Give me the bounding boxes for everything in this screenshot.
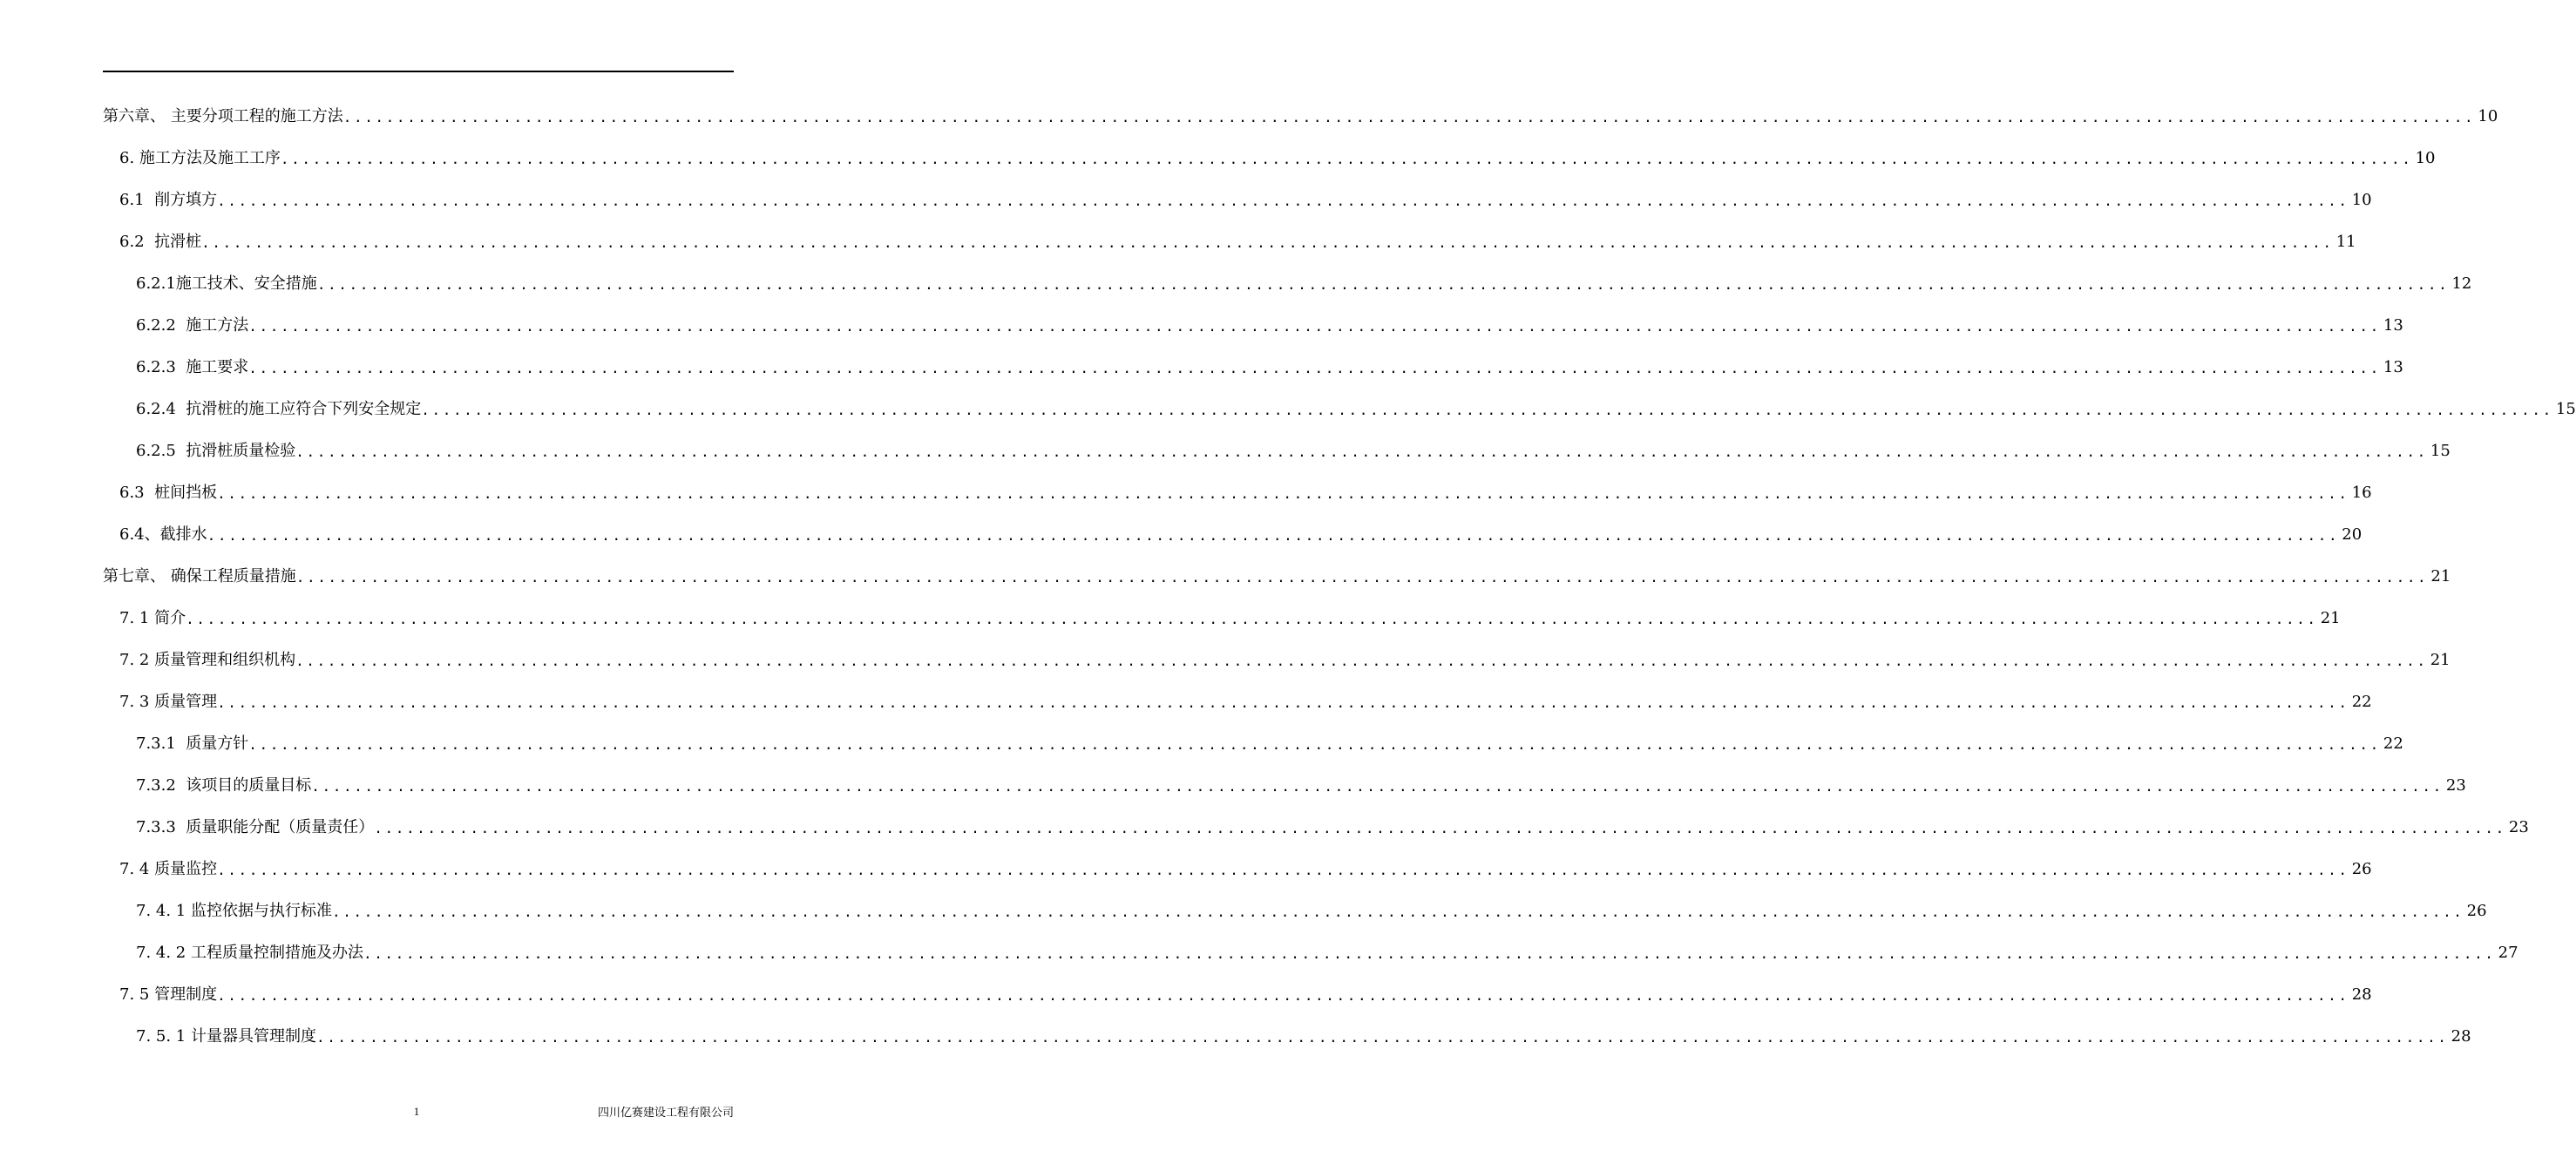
toc-dot-leader: ........................................................................................................................................................................................................ [315, 1029, 2449, 1046]
toc-entry-title: 6.2.4 抗滑桩的施工应符合下列安全规定 [136, 400, 422, 418]
toc-dot-leader: ........................................................................................................................................................................................................ [248, 360, 2381, 376]
toc-entry-title: 6.2.5 抗滑桩质量检验 [136, 442, 296, 460]
toc-entry-page-number: 13 [2383, 358, 2403, 376]
toc-entry-title: 7. 3 质量管理 [119, 693, 218, 711]
toc-entry-title: 6.4、截排水 [119, 525, 207, 544]
toc-entry[interactable] [0, 96, 2498, 138]
toc-entry[interactable] [0, 430, 2451, 472]
toc-dot-leader: ........................................................................................................................................................................................................ [186, 611, 2318, 627]
toc-dot-leader: ........................................................................................................................................................................................................ [217, 485, 2349, 502]
toc-entry-title: 7. 4. 2 工程质量控制措施及办法 [136, 944, 363, 962]
toc-dot-leader: ........................................................................................................................................................................................................ [217, 987, 2349, 1004]
toc-entry-page-number: 16 [2351, 484, 2372, 502]
toc-entry-page-number: 28 [2451, 1027, 2471, 1046]
toc-entry[interactable] [0, 974, 2372, 1016]
toc-entry-page-number: 15 [2555, 400, 2576, 418]
toc-entry-page-number: 20 [2342, 525, 2362, 544]
toc-entry-title: 7.3.3 质量职能分配（质量责任） [136, 818, 375, 836]
toc-entry-title: 6.1 削方填方 [119, 191, 218, 209]
toc-entry-title: 7. 5. 1 计量器具管理制度 [136, 1027, 316, 1046]
toc-entry-page-number: 22 [2383, 734, 2403, 753]
toc-entry-page-number: 28 [2351, 985, 2372, 1004]
toc-dot-leader: ........................................................................................................................................................................................................ [421, 402, 2553, 418]
toc-entry-page-number: 21 [2320, 609, 2341, 627]
toc-entry[interactable] [0, 723, 2403, 765]
toc-entry[interactable] [0, 221, 2356, 263]
toc-dot-leader: ........................................................................................................................................................................................................ [248, 736, 2381, 753]
toc-entry[interactable] [0, 472, 2372, 514]
header-rule [103, 71, 734, 72]
toc-entry[interactable] [0, 765, 2466, 807]
toc-dot-leader: ........................................................................................................................................................................................................ [331, 904, 2464, 920]
toc-entry-page-number: 10 [2415, 149, 2436, 167]
footer-page-number: 1 [413, 1105, 420, 1118]
toc-entry-page-number: 10 [2351, 191, 2372, 209]
toc-dot-leader: ........................................................................................................................................................................................................ [295, 653, 2428, 669]
toc-entry-page-number: 21 [2430, 651, 2451, 669]
toc-entry[interactable] [0, 807, 2529, 849]
toc-entry[interactable] [0, 347, 2403, 389]
toc-entry[interactable] [0, 932, 2518, 974]
toc-entry[interactable] [0, 890, 2487, 932]
toc-dot-leader: ........................................................................................................................................................................................................ [374, 820, 2506, 836]
toc-entry-title: 6.2.2 施工方法 [136, 316, 249, 335]
toc-entry[interactable] [0, 849, 2372, 890]
toc-dot-leader: ........................................................................................................................................................................................................ [217, 694, 2349, 711]
toc-entry-title: 7.3.2 该项目的质量目标 [136, 776, 312, 795]
toc-entry-page-number: 23 [2508, 818, 2529, 836]
toc-dot-leader: ........................................................................................................................................................................................................ [316, 276, 2450, 293]
toc-entry[interactable] [0, 1016, 2471, 1058]
toc-entry-title: 6.2.3 施工要求 [136, 358, 249, 376]
toc-entry-page-number: 26 [2466, 902, 2487, 920]
toc-dot-leader: ........................................................................................................................................................................................................ [217, 862, 2349, 878]
toc-entry-page-number: 22 [2351, 693, 2372, 711]
toc-dot-leader: ........................................................................................................................................................................................................ [363, 945, 2496, 962]
toc-entry-title: 7.3.1 质量方针 [136, 734, 249, 753]
toc-dot-leader: ........................................................................................................................................................................................................ [217, 193, 2349, 209]
toc-entry-title: 6.2 抗滑桩 [119, 233, 202, 251]
toc-entry[interactable] [0, 305, 2403, 347]
toc-entry-page-number: 26 [2351, 860, 2372, 878]
toc-entry-page-number: 13 [2383, 316, 2403, 335]
toc-entry-title: 6. 施工方法及施工工序 [119, 149, 281, 167]
toc-entry[interactable] [0, 681, 2372, 723]
toc-entry[interactable] [0, 179, 2372, 221]
toc-dot-leader: ........................................................................................................................................................................................................ [295, 569, 2429, 586]
toc-entry-title: 6.3 桩间挡板 [119, 484, 218, 502]
toc-entry-title: 7. 1 简介 [119, 609, 186, 627]
toc-entry-page-number: 23 [2445, 776, 2466, 795]
toc-dot-leader: ........................................................................................................................................................................................................ [295, 443, 2428, 460]
toc-entry[interactable] [0, 138, 2436, 179]
toc-entry-page-number: 15 [2430, 442, 2451, 460]
footer-company-name: 四川亿赛建设工程有限公司 [597, 1106, 734, 1119]
toc-dot-leader: ........................................................................................................................................................................................................ [311, 778, 2444, 795]
toc-entry[interactable] [0, 514, 2362, 556]
toc-dot-leader: ........................................................................................................................................................................................................ [207, 527, 2340, 544]
toc-entry-page-number: 11 [2335, 233, 2356, 251]
toc-entry-page-number: 21 [2430, 567, 2451, 586]
toc-entry-title: 6.2.1施工技术、安全措施 [136, 274, 317, 293]
toc-entry-page-number: 12 [2451, 274, 2472, 293]
toc-entry-title: 7. 2 质量管理和组织机构 [119, 651, 296, 669]
toc-entry-title: 7. 5 管理制度 [119, 985, 218, 1004]
toc-entry-title: 第六章、 主要分项工程的施工方法 [103, 107, 343, 125]
toc-entry[interactable] [0, 640, 2451, 681]
toc-dot-leader: ........................................................................................................................................................................................................ [342, 109, 2476, 125]
toc-dot-leader: ........................................................................................................................................................................................................ [201, 234, 2334, 251]
toc-entry[interactable] [0, 556, 2451, 598]
toc-entry-title: 7. 4. 1 监控依据与执行标准 [136, 902, 332, 920]
toc-entry[interactable] [0, 598, 2341, 640]
toc-entry-page-number: 27 [2498, 944, 2518, 962]
toc-entry-title: 第七章、 确保工程质量措施 [103, 567, 296, 586]
toc-entry-title: 7. 4 质量监控 [119, 860, 218, 878]
toc-dot-leader: ........................................................................................................................................................................................................ [280, 151, 2413, 167]
toc-entry-page-number: 10 [2478, 107, 2498, 125]
toc-entry[interactable] [0, 263, 2472, 305]
toc-dot-leader: ........................................................................................................................................................................................................ [248, 318, 2381, 335]
toc-entry[interactable] [0, 389, 2576, 430]
